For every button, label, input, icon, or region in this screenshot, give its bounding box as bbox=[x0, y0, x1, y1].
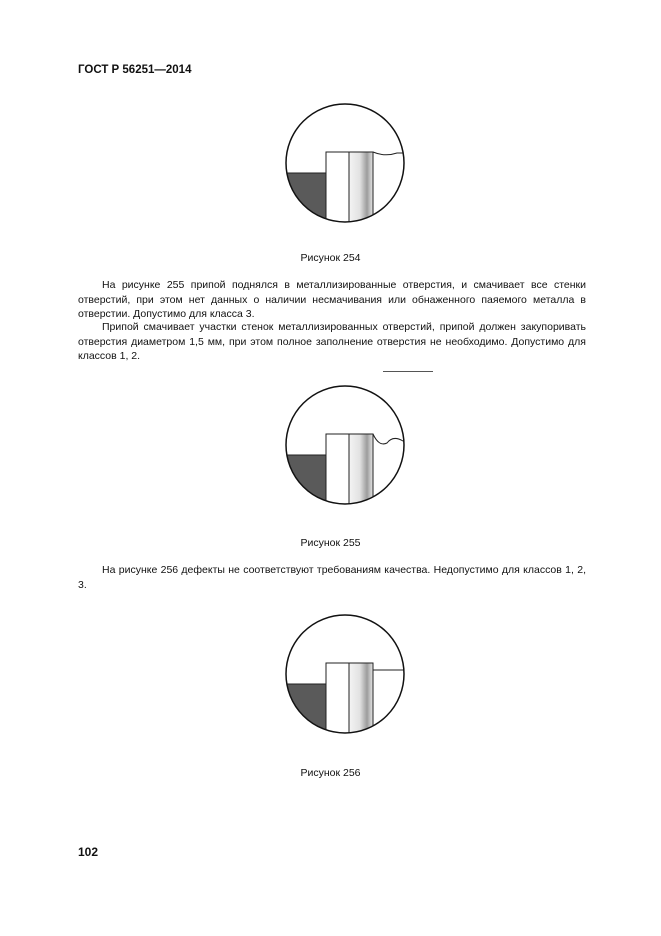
paragraph-2: Припой смачивает участки стенок металлизированных отверстий, припой должен закупоривать отверстия диаметром 1,5 мм, при этом полное заполнение отверстия не необходимо. Допустимо для классов 1, 2. bbox=[78, 321, 586, 362]
figure-256 bbox=[275, 604, 415, 744]
figure-254-drawing bbox=[275, 93, 415, 233]
figure-255-drawing bbox=[275, 375, 415, 515]
figure-255-caption: Рисунок 255 bbox=[300, 537, 361, 549]
document-header: ГОСТ Р 56251—2014 bbox=[78, 64, 192, 76]
page-number: 102 bbox=[78, 845, 99, 859]
figure-255 bbox=[275, 375, 415, 515]
figure-254 bbox=[275, 93, 415, 233]
paragraph-3: На рисунке 256 дефекты не соответствуют требованиям качества. Недопустимо для классов 1, 2, 3. bbox=[78, 564, 586, 591]
stray-line bbox=[383, 371, 433, 372]
figure-256-drawing bbox=[275, 604, 415, 744]
figure-254-caption: Рисунок 254 bbox=[300, 252, 361, 264]
figure-256-caption: Рисунок 256 bbox=[300, 767, 361, 779]
paragraph-1: На рисунке 255 припой поднялся в металлизированные отверстия, и смачивает все стенки отверстий, при этом нет данных о наличии несмачивания или обнаженного паяемого металла в отверстии. Допустимо для класса 3. bbox=[78, 279, 586, 320]
